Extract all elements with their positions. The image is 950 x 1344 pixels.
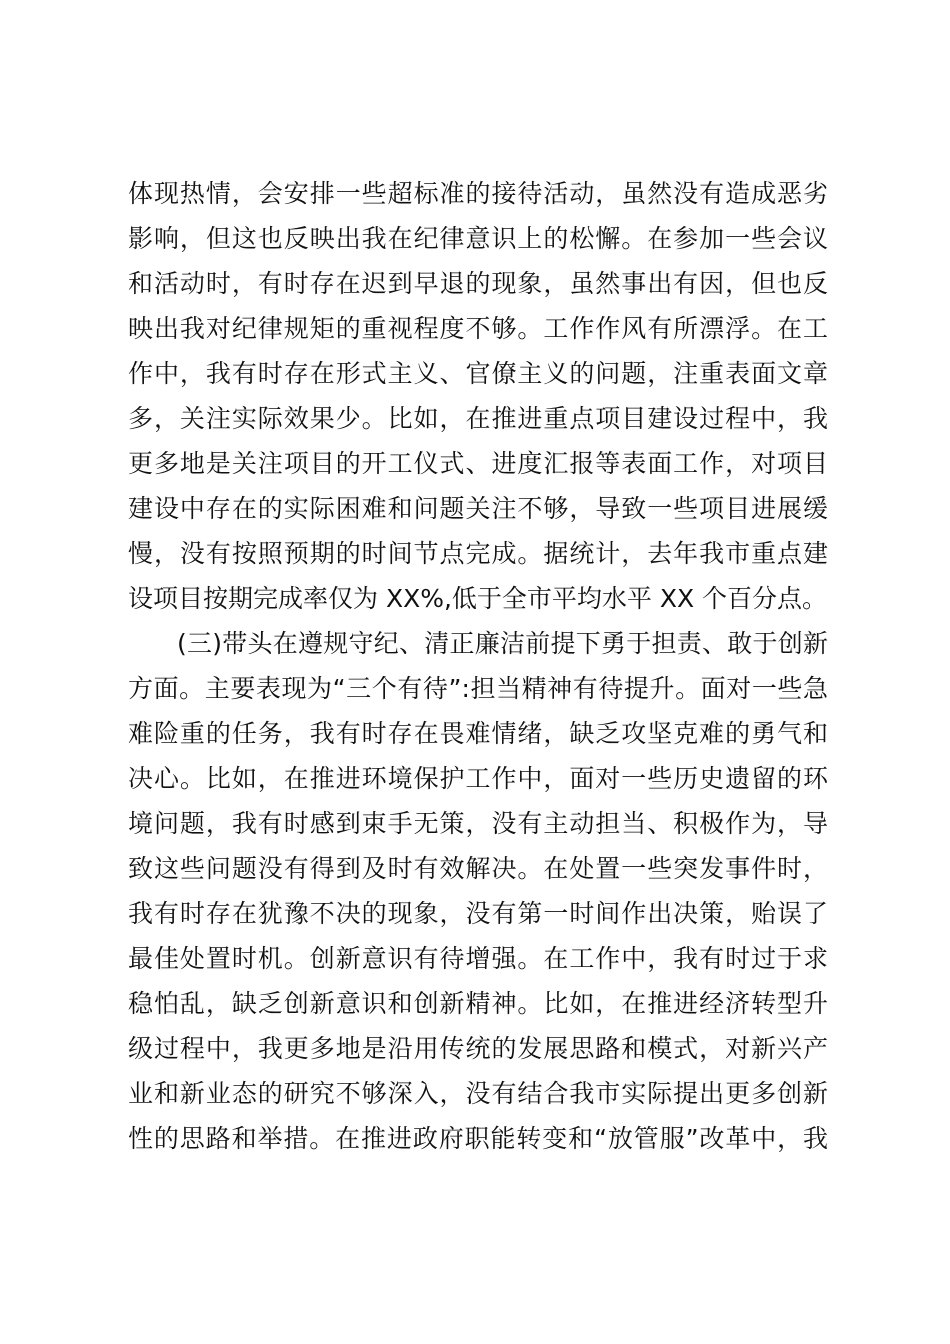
text-line-16: 致这些问题没有得到及时有效解决。在处置一些突发事件时， (128, 854, 828, 883)
text-line-3: 和活动时，有时存在迟到早退的现象，虽然事出有因，但也反 (128, 269, 828, 298)
text-line-19: 稳怕乱，缺乏创新意识和创新精神。比如，在推进经济转型升 (128, 989, 828, 1018)
text-line-20: 级过程中，我更多地是沿用传统的发展思路和模式，对新兴产 (128, 1034, 828, 1063)
text-line-6: 多，关注实际效果少。比如，在推进重点项目建设过程中，我 (128, 404, 828, 433)
text-line-5: 作中，我有时存在形式主义、官僚主义的问题，注重表面文章 (128, 359, 828, 388)
text-line-2: 影响，但这也反映出我在纪律意识上的松懈。在参加一些会议 (128, 224, 828, 253)
text-line-7: 更多地是关注项目的开工仪式、进度汇报等表面工作，对项目 (128, 449, 828, 478)
text-line-9: 慢，没有按照预期的时间节点完成。据统计，去年我市重点建 (128, 539, 828, 568)
text-line-13: 难险重的任务，我有时存在畏难情绪，缺乏攻坚克难的勇气和 (128, 719, 828, 748)
body-text (128, 171, 828, 1161)
text-line-10: 设项目按期完成率仅为 XX%,低于全市平均水平 XX 个百分点。 (128, 584, 828, 613)
text-line-14: 决心。比如，在推进环境保护工作中，面对一些历史遗留的环 (128, 764, 828, 793)
text-line-15: 境问题，我有时感到束手无策，没有主动担当、积极作为，导 (128, 809, 828, 838)
text-line-8: 建设中存在的实际困难和问题关注不够，导致一些项目进展缓 (128, 494, 828, 523)
text-line-18: 最佳处置时机。创新意识有待增强。在工作中，我有时过于求 (128, 944, 828, 973)
text-line-22: 性的思路和举措。在推进政府职能转变和“放管服”改革中，我 (128, 1124, 828, 1153)
text-line-17: 我有时存在犹豫不决的现象，没有第一时间作出决策，贻误了 (128, 899, 828, 928)
text-line-21: 业和新业态的研究不够深入，没有结合我市实际提出更多创新 (128, 1079, 828, 1108)
text-line-12: 方面。主要表现为“三个有待”:担当精神有待提升。面对一些急 (128, 674, 828, 703)
text-line-1: 体现热情，会安排一些超标准的接待活动，虽然没有造成恶劣 (128, 179, 828, 208)
text-line-4: 映出我对纪律规矩的重视程度不够。工作作风有所漂浮。在工 (128, 314, 828, 343)
section-heading-line: (三)带头在遵规守纪、清正廉洁前提下勇于担责、敢于创新 (177, 629, 828, 658)
